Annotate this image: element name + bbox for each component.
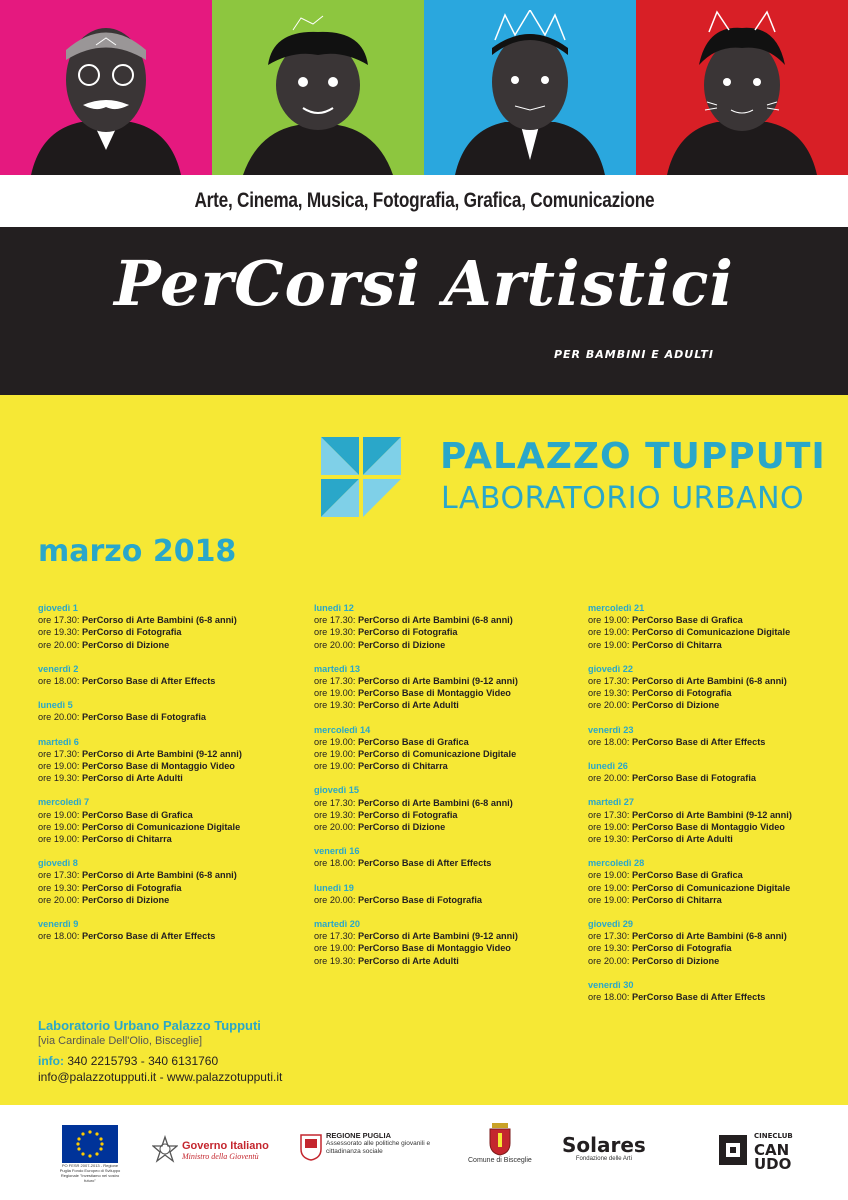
event-row [38, 711, 308, 723]
day-block [588, 724, 848, 748]
day-block [314, 882, 584, 906]
event-course: PerCorso di Chitarra [81, 834, 172, 845]
event-time: ore 18.00: [314, 858, 358, 869]
event-course: PerCorso di Chitarra [631, 639, 722, 650]
schedule-column-2 [314, 602, 584, 979]
event-row [314, 748, 584, 760]
event-time: ore 19.30: [314, 809, 358, 820]
event-time: ore 19.00: [314, 736, 358, 747]
eu-logo [58, 1125, 122, 1183]
event-time: ore 19.00: [588, 870, 632, 881]
event-row [38, 614, 308, 626]
portrait-illustration [435, 10, 625, 175]
event-course: PerCorso di Arte Bambini (6-8 anni) [81, 615, 237, 626]
event-time: ore 19.00: [314, 749, 358, 760]
day-title: mercoledì 28 [588, 858, 645, 869]
event-course: PerCorso di Fotografia [631, 688, 732, 699]
event-row [588, 955, 848, 967]
day-block [38, 857, 308, 906]
event-course: PerCorso di Arte Bambini (9-12 anni) [631, 809, 792, 820]
event-course: PerCorso di Dizione [81, 894, 170, 905]
day-title: venerdì 30 [588, 979, 634, 990]
puglia-title: REGIONE PUGLIA [326, 1131, 392, 1140]
contact-phones [38, 1054, 282, 1068]
cineclub-text: CINECLUB [754, 1132, 793, 1140]
event-course: PerCorso Base di Grafica [631, 870, 743, 881]
event-row [588, 675, 848, 687]
event-row [314, 687, 584, 699]
day-title: venerdì 9 [38, 919, 79, 930]
event-time: ore 19.30: [38, 627, 82, 638]
event-time: ore 20.00: [38, 712, 82, 723]
event-time: ore 19.30: [314, 627, 358, 638]
event-time: ore 17.30: [588, 809, 632, 820]
org-subtitle: LABORATORIO URBANO [441, 481, 805, 516]
day-title: venerdì 23 [588, 724, 634, 735]
event-course: PerCorso Base di Grafica [357, 736, 469, 747]
schedule-column-3 [588, 602, 848, 1015]
event-time: ore 18.00: [588, 736, 632, 747]
event-time: ore 19.00: [38, 809, 82, 820]
event-row [588, 882, 848, 894]
day-block [314, 602, 584, 651]
event-course: PerCorso di Comunicazione Digitale [631, 882, 791, 893]
tagline [0, 175, 848, 227]
event-row [588, 942, 848, 954]
tagline-text: Arte, Cinema, Musica, Fotografia, Grafica, Comunicazione [194, 189, 654, 212]
day-block [588, 918, 848, 967]
event-time: ore 19.00: [314, 688, 358, 699]
day-title: giovedì 1 [38, 603, 78, 613]
comune-bisceglie-logo [468, 1121, 532, 1165]
day-block [588, 663, 848, 712]
event-row [38, 639, 308, 651]
governo-logo [152, 1135, 269, 1165]
day-title: giovedì 8 [38, 858, 78, 869]
event-time: ore 19.00: [588, 894, 632, 905]
event-course: PerCorso di Fotografia [81, 882, 182, 893]
event-time: ore 19.00: [314, 943, 358, 954]
puglia-shield-icon [300, 1131, 322, 1161]
event-row [314, 675, 584, 687]
event-time: ore 19.30: [588, 834, 632, 845]
day-title: lunedì 12 [314, 603, 354, 613]
event-course: PerCorso di Arte Bambini (9-12 anni) [357, 931, 518, 942]
day-block [38, 918, 308, 942]
event-course: PerCorso di Comunicazione Digitale [357, 749, 517, 760]
event-time: ore 19.30: [38, 882, 82, 893]
event-course: PerCorso di Dizione [631, 700, 720, 711]
event-course: PerCorso Base di Fotografia [631, 773, 756, 784]
event-course: PerCorso Base di After Effects [357, 858, 492, 869]
event-row [314, 760, 584, 772]
sponsor-footer [0, 1105, 848, 1200]
event-row [314, 614, 584, 626]
portrait-panels [0, 0, 848, 175]
day-block [38, 796, 308, 845]
event-row [38, 809, 308, 821]
panel-blue [424, 0, 636, 175]
day-title: giovedì 22 [588, 663, 633, 674]
event-time: ore 17.30: [38, 615, 82, 626]
day-block [314, 724, 584, 773]
event-course: PerCorso di Dizione [631, 955, 720, 966]
event-row [38, 894, 308, 906]
event-course: PerCorso di Comunicazione Digitale [81, 821, 241, 832]
day-block [38, 663, 308, 687]
month-heading: marzo 2018 [38, 534, 237, 569]
event-course: PerCorso di Arte Adulti [357, 955, 459, 966]
contact-web[interactable]: info@palazzotupputi.it - www.palazzotupputi.it [38, 1070, 283, 1084]
event-time: ore 19.30: [314, 700, 358, 711]
day-block [314, 918, 584, 967]
event-course: PerCorso di Fotografia [81, 627, 182, 638]
event-course: PerCorso Base di Fotografia [357, 894, 482, 905]
event-row [314, 797, 584, 809]
event-course: PerCorso Base di Montaggio Video [81, 761, 235, 772]
event-time: ore 20.00: [588, 773, 632, 784]
event-time: ore 17.30: [38, 870, 82, 881]
event-time: ore 17.30: [588, 676, 632, 687]
event-row [314, 894, 584, 906]
event-row [588, 639, 848, 651]
day-title: mercoledì 21 [588, 603, 645, 613]
event-time: ore 17.30: [588, 931, 632, 942]
event-row [588, 687, 848, 699]
day-title: martedì 6 [38, 736, 79, 747]
cineclub-canudo-logo [718, 1129, 793, 1171]
event-course: PerCorso di Dizione [357, 639, 446, 650]
event-time: ore 18.00: [588, 992, 632, 1003]
event-row [588, 821, 848, 833]
event-row [588, 894, 848, 906]
event-course: PerCorso Base di Montaggio Video [357, 943, 511, 954]
governo-text: Governo Italiano [182, 1139, 269, 1152]
event-row [314, 955, 584, 967]
event-row [588, 869, 848, 881]
event-time: ore 19.00: [588, 639, 632, 650]
day-title: lunedì 5 [38, 700, 73, 711]
event-row [588, 930, 848, 942]
panel-green [212, 0, 424, 175]
event-row [38, 772, 308, 784]
regione-puglia-logo [300, 1131, 436, 1161]
event-row [314, 699, 584, 711]
day-block [588, 796, 848, 845]
day-title: martedì 27 [588, 797, 634, 808]
event-course: PerCorso Base di After Effects [81, 931, 216, 942]
event-course: PerCorso di Chitarra [357, 761, 448, 772]
title-banner [0, 227, 848, 395]
event-title: PerCorsi Artistici [114, 247, 734, 320]
event-time: ore 19.00: [588, 627, 632, 638]
solares-logo [562, 1135, 646, 1163]
event-row [314, 639, 584, 651]
event-row [588, 699, 848, 711]
panel-red [636, 0, 848, 175]
event-course: PerCorso Base di Montaggio Video [357, 688, 511, 699]
bisceglie-crest-icon [487, 1121, 513, 1157]
event-course: PerCorso di Arte Bambini (9-12 anni) [357, 676, 518, 687]
event-row [588, 736, 848, 748]
event-row [38, 821, 308, 833]
event-course: PerCorso di Arte Bambini (6-8 anni) [357, 615, 513, 626]
event-subtitle: PER BAMBINI E ADULTI [553, 348, 714, 361]
day-title: venerdì 16 [314, 846, 360, 857]
event-course: PerCorso Base di Grafica [81, 809, 193, 820]
event-course: PerCorso di Fotografia [357, 627, 458, 638]
day-block [314, 663, 584, 712]
day-title: giovedì 29 [588, 919, 633, 930]
event-time: ore 19.00: [38, 834, 82, 845]
event-time: ore 19.30: [38, 773, 82, 784]
event-time: ore 20.00: [588, 955, 632, 966]
portrait-illustration [647, 10, 837, 175]
event-row [588, 772, 848, 784]
event-time: ore 20.00: [38, 639, 82, 650]
event-course: PerCorso di Comunicazione Digitale [631, 627, 791, 638]
event-row [38, 930, 308, 942]
event-course: PerCorso di Arte Bambini (6-8 anni) [631, 676, 787, 687]
event-row [588, 833, 848, 845]
phone-numbers: 340 2215793 - 340 6131760 [64, 1054, 219, 1068]
info-label: info: [38, 1054, 64, 1068]
event-time: ore 20.00: [314, 639, 358, 650]
event-row [588, 626, 848, 638]
event-course: PerCorso di Dizione [357, 822, 446, 833]
day-block [588, 979, 848, 1003]
canudo-text-a: CAN [754, 1141, 790, 1159]
day-block [314, 784, 584, 833]
event-course: PerCorso di Fotografia [357, 809, 458, 820]
day-block [314, 845, 584, 869]
event-course: PerCorso di Chitarra [631, 894, 722, 905]
event-time: ore 19.00: [38, 761, 82, 772]
ministro-text: Ministro della Gioventù [182, 1151, 259, 1161]
event-course: PerCorso di Arte Bambini (6-8 anni) [631, 931, 787, 942]
event-course: PerCorso di Dizione [81, 639, 170, 650]
solares-text: Solares [562, 1133, 646, 1157]
event-row [588, 991, 848, 1003]
event-time: ore 19.30: [314, 955, 358, 966]
italian-emblem-icon [152, 1135, 178, 1165]
event-time: ore 19.30: [588, 688, 632, 699]
event-course: PerCorso di Arte Adulti [81, 773, 183, 784]
event-row [38, 626, 308, 638]
panel-magenta [0, 0, 212, 175]
day-title: martedì 20 [314, 919, 360, 930]
event-course: PerCorso Base di After Effects [631, 736, 766, 747]
event-row [38, 760, 308, 772]
schedule-column-1 [38, 602, 308, 954]
contact-block [38, 1018, 282, 1086]
event-row [38, 882, 308, 894]
event-row [314, 930, 584, 942]
comune-text: Comune di Bisceglie [468, 1157, 532, 1164]
event-row [38, 675, 308, 687]
day-block [38, 699, 308, 723]
event-row [588, 809, 848, 821]
contact-name: Laboratorio Urbano Palazzo Tupputi [38, 1018, 261, 1033]
event-course: PerCorso Base di Montaggio Video [631, 821, 785, 832]
day-title: lunedì 26 [588, 761, 628, 772]
event-course: PerCorso di Arte Bambini (9-12 anni) [81, 748, 242, 759]
portrait-illustration [11, 10, 201, 175]
event-time: ore 17.30: [314, 615, 358, 626]
eu-caption: PO FESR 2007-2013 - Regione Puglia Fondo Europeo di Sviluppo Regionale "Investiamo nel vostro futuro" [59, 1163, 121, 1183]
event-row [38, 869, 308, 881]
event-course: PerCorso di Arte Bambini (6-8 anni) [81, 870, 237, 881]
event-time: ore 18.00: [38, 931, 82, 942]
canudo-text-b: UDO [754, 1155, 792, 1173]
event-course: PerCorso Base di Grafica [631, 615, 743, 626]
event-row [314, 942, 584, 954]
event-row [314, 626, 584, 638]
event-row [314, 821, 584, 833]
event-course: PerCorso di Arte Adulti [357, 700, 459, 711]
event-time: ore 17.30: [314, 676, 358, 687]
solares-subtitle: Fondazione delle Arti [575, 1156, 632, 1162]
canudo-mark-icon [718, 1132, 748, 1168]
puglia-subtitle: Assessorato alle politiche giovanili e cittadinanza sociale [326, 1140, 431, 1155]
day-title: venerdì 2 [38, 663, 79, 674]
palazzo-tupputi-logo-icon [319, 435, 403, 519]
event-time: ore 17.30: [38, 748, 82, 759]
event-course: PerCorso Base di After Effects [631, 992, 766, 1003]
event-time: ore 19.30: [588, 943, 632, 954]
contact-address: [via Cardinale Dell'Olio, Bisceglie] [38, 1035, 203, 1047]
day-title: mercoledì 14 [314, 724, 371, 735]
org-name: PALAZZO TUPPUTI [440, 436, 826, 477]
day-block [588, 760, 848, 784]
event-row [314, 736, 584, 748]
day-title: martedì 13 [314, 663, 360, 674]
event-row [38, 748, 308, 760]
event-time: ore 20.00: [314, 894, 358, 905]
event-row [588, 614, 848, 626]
day-title: lunedì 19 [314, 882, 354, 893]
day-block [588, 602, 848, 651]
event-course: PerCorso di Fotografia [631, 943, 732, 954]
eu-flag-icon [62, 1125, 118, 1163]
event-time: ore 20.00: [588, 700, 632, 711]
event-course: PerCorso Base di After Effects [81, 676, 216, 687]
day-title: mercoledì 7 [38, 797, 90, 808]
event-course: PerCorso di Arte Bambini (6-8 anni) [357, 797, 513, 808]
event-time: ore 19.00: [588, 882, 632, 893]
event-time: ore 19.00: [588, 821, 632, 832]
event-row [314, 809, 584, 821]
portrait-illustration [223, 10, 413, 175]
event-course: PerCorso Base di Fotografia [81, 712, 206, 723]
event-time: ore 18.00: [38, 676, 82, 687]
event-time: ore 20.00: [314, 822, 358, 833]
event-time: ore 19.00: [38, 821, 82, 832]
event-row [314, 857, 584, 869]
event-time: ore 19.00: [588, 615, 632, 626]
event-time: ore 20.00: [38, 894, 82, 905]
event-row [38, 833, 308, 845]
day-title: giovedì 15 [314, 785, 359, 796]
event-time: ore 19.00: [314, 761, 358, 772]
event-course: PerCorso di Arte Adulti [631, 834, 733, 845]
day-block [588, 857, 848, 906]
event-time: ore 17.30: [314, 797, 358, 808]
day-block [38, 602, 308, 651]
day-block [38, 736, 308, 785]
event-time: ore 17.30: [314, 931, 358, 942]
